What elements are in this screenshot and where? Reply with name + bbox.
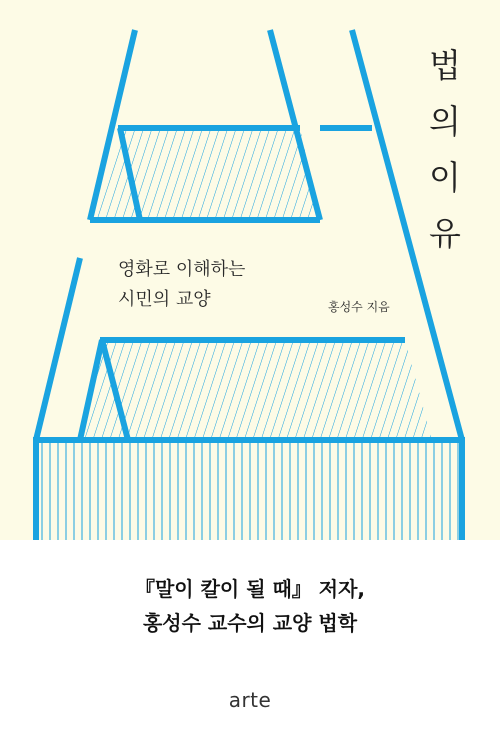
lower-block xyxy=(36,30,462,440)
base-block xyxy=(33,440,465,540)
title-line: 법의 xyxy=(429,46,461,141)
author-name: 홍성수 지음 xyxy=(328,300,390,314)
tagline-line: 홍성수 교수의 교양 법학 xyxy=(142,611,358,635)
book-subtitle xyxy=(118,255,245,315)
tagline xyxy=(0,572,500,640)
tagline-line: 『말이 칼이 될 때』 저자, xyxy=(134,577,365,601)
publisher-logo: arte xyxy=(228,688,272,712)
subtitle-line: 영화로 이해하는 xyxy=(118,259,246,280)
book-title xyxy=(420,38,470,262)
subtitle-line: 시민의 교양 xyxy=(118,289,211,310)
upper-block xyxy=(90,30,372,220)
title-line: 이유 xyxy=(429,158,461,253)
